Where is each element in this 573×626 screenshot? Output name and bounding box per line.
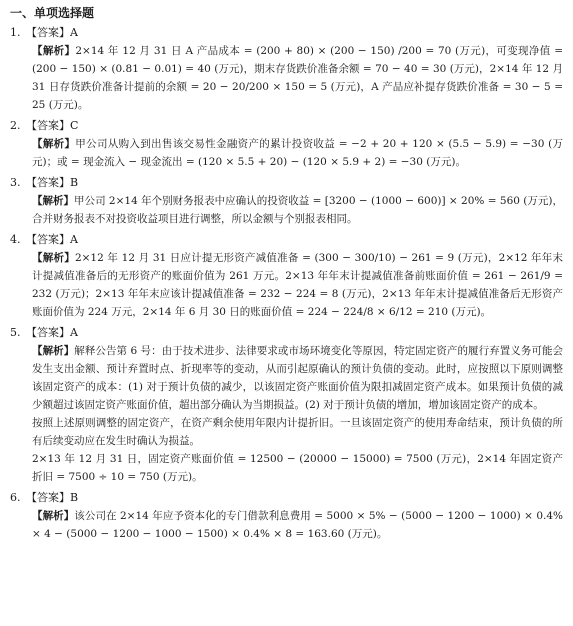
explanation [10,42,563,114]
answer-line [10,231,563,249]
explanation-text: 该公司在 2×14 年应予资本化的专门借款利息费用 = 5000 × 5% − (5000 − 1200 − 1000) × 0.4% × 4 − (5000 − 1200 − 1000 − 1500) × 0.4% × 8 = 163.60 (万元)。 [32,510,564,540]
explanation-label: 【解析】 [32,138,76,150]
explanation-text: 2×12 年 12 月 31 日应计提无形资产减值准备 = (300 − 300/10) − 261 = 9 (万元)，2×12 年年末计提减值准备后的无形资产的账面价值为 261 万元。2×13 年年末计提减值准备前账面价值 = 261 − 261/9 = 232 (万元)；2×13 年年末应该计提减值准备 = 232 − 224 = 8 (万元)，2×13 年年末计提减值准备后无形资产账面价值为 224 万元，2×14 年 6 月 30 日的账面价值 = 224 − 224/8 × 6/12 = 210 (万元)。 [32,252,564,318]
question-number: 4. [10,233,21,246]
question-6 [10,489,563,543]
answer-line [10,24,563,42]
question-3 [10,174,563,228]
explanation [10,192,563,228]
explanation-text: 2×14 年 12 月 31 日 A 产品成本 = (200 + 80) × (200 − 150) /200 = 70 (万元)，可变现净值 = (200 − 150) × (0.81 − 0.01) = 40 (万元)，期末存货跌价准备余额 = 70 − 40 = 30 (万元)，2×14 年 12 月 31 日存货跌价准备计提前的余额 = 20 − 20/200 × 150 = 5 (万元)，A 产品应补提存货跌价准备 = 30 − 5 = 25 (万元)。 [32,45,564,111]
answer-line [10,117,563,135]
explanation-label: 【解析】 [32,510,75,522]
explanation-continued: 按照上述原则调整的固定资产，在资产剩余使用年限内计提折旧。一旦该固定资产的使用寿命结束，预计负债的所有后续变动应在发生时确认为损益。 [32,417,563,447]
explanation [10,249,563,321]
explanation-label: 【解析】 [32,45,76,57]
question-number: 5. [10,326,21,339]
answer-text: 【答案】A [26,26,78,39]
answer-text: 【答案】A [26,326,78,339]
section-title: 一、单项选择题 [10,6,95,20]
question-1 [10,24,563,114]
answer-line [10,174,563,192]
question-5 [10,324,563,486]
question-number: 3. [10,176,21,189]
answer-text: 【答案】A [26,233,78,246]
explanation-text: 解释公告第 6 号：由于技术进步、法律要求或市场环境变化等原因，特定固定资产的履行弃置义务可能会发生支出金额、预计弃置时点、折现率等的变动，从而引起原确认的预计负债的变动。此时，应按照以下原则调整该固定资产的成本：(1) 对于预计负债的减少，以该固定资产账面价值为限扣减固定资产成本。如果预计负债的减少额超过该固定资产账面价值，超出部分确认为当期损益。(2) 对于预计负债的增加，增加该固定资产的成本。 [32,345,564,411]
question-number: 6. [10,491,21,504]
answer-text: 【答案】B [26,176,79,189]
answer-line [10,324,563,342]
answer-text: 【答案】B [26,491,79,504]
question-4 [10,231,563,321]
explanation-text: 甲公司 2×14 年个别财务报表中应确认的投资收益 = [3200 − (1000 − 600)] × 20% = 560 (万元)，合并财务报表不对投资收益项目进行调整，所以金额与个别报表相同。 [32,195,564,225]
question-2 [10,117,563,171]
question-number: 2. [10,119,21,132]
explanation [10,135,563,171]
answer-line [10,489,563,507]
explanation-label: 【解析】 [32,195,75,207]
question-number: 1. [10,26,21,39]
answer-text: 【答案】C [26,119,79,132]
explanation-label: 【解析】 [32,252,75,264]
explanation-calculation: 2×13 年 12 月 31 日，固定资产账面价值 = 12500 − (20000 − 15000) = 7500 (万元)，2×14 年固定资产折旧 = 7500 ÷ 10 = 750 (万元)。 [32,453,563,483]
explanation-label: 【解析】 [32,345,75,357]
explanation [10,342,563,414]
explanation-text: 甲公司从购入到出售该交易性金融资产的累计投资收益 = −2 + 20 + 120 × (5.5 − 5.9) = −30 (万元)；或 = 现金流入 − 现金流出 = (120 × 5.5 + 20) − (120 × 5.9 + 2) = −30 (万元)。 [32,138,563,168]
explanation [10,507,563,543]
